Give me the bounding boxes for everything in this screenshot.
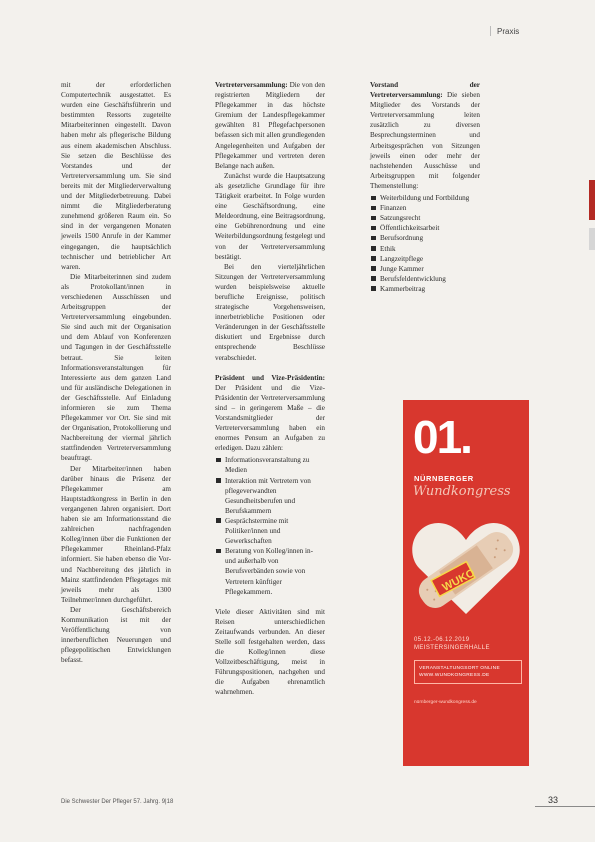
list-item: Satzungsrecht [370,213,480,223]
bullet-list [215,455,325,596]
list-item: Junge Kammer [370,264,480,274]
list-item: Berufsordnung [370,233,480,243]
paragraph-lead: Präsident und Vize-Präsidentin: [215,373,325,382]
list-item: Langzeitpflege [370,254,480,264]
paragraph-body: Der Präsident und die Vize-Präsidentin der Vertreterversammlung sind – in geringerem Maße – die Vorstandsmitglieder der Vertreterversammlung haben ein enormes Pensum an Aufgaben zu erledigen. Dazu zählen: [215,383,325,453]
list-item: Finanzen [370,203,480,213]
footer-publication: Die Schwester Der Pfleger 57. Jahrg. 9|18 [61,799,174,805]
ad-dates [414,636,490,652]
paragraph: Bei den vierteljährlichen Sitzungen der Vertreterversammlung wurden beispielsweise aktuelle berufliche Ereignisse, politisch strategische Vorgehensweisen, innerbetriebliche Positionen oder Veränderungen in der Geschäftsstelle diskutiert und Ergebnisse durch entsprechende Beschlüsse verabschiedet. [215,262,325,362]
text-column-1 [61,80,171,665]
paragraph-lead: Vertreterversammlung: [215,81,288,89]
ad-brand: NÜRNBERGER [414,474,474,483]
paragraph: mit der erforderlichen Computertechnik ausgestattet. Es wurden eine Geschäftsführerin und bestimmten Ressorts zugeteilte Mitarbeiterinnen eingestellt. Davon haben mehr als pflegerische Bildung aus einem akademischen Abschluss. Sie setzen die Beschlüsse des Vorstandes und der Vertreterversammlung um. Sie sind bereits mit der Mitgliederverwaltung und der Mitgliederbetreuung. Dabei nimmt die Mitgliederberatung zunehmend größeren Raum ein. So sind in der vergangenen Monaten jeweils 1500 Anrufe in der Kammer eingegangen, die hauptsächlich technischer und betrieblicher Art waren. [61,81,171,271]
list-item: Berufsfeldentwicklung [370,274,480,284]
paragraph-lead: Vorstand der Vertreterversammlung: [370,81,480,100]
list-item: Beratung von Kolleg/innen in- und außerhalb von Berufsverbänden sowie von Vertretern künftiger Pflegekammern. [215,546,325,596]
text-column-3 [370,80,480,294]
page-edge-marker [589,180,595,220]
ad-number: 01. [413,411,471,463]
bullet-list [370,193,480,294]
paragraph: Der Geschäftsbereich Kommunikation ist mit der Veröffentlichung von innerberuflichen Neuerungen und pflegepolitischen Entwicklungen befasst. [61,605,171,665]
page-number: 33 [548,795,559,805]
list-item: Gesprächstermine mit Politiker/innen und Gewerkschaften [215,516,325,546]
paragraph: Der Mitarbeiter/innen haben darüber hinaus die Präsenz der Pflegekammer am Hauptstadtkongress in Berlin in den vergangenen Jahren organisiert. Dort haben sie am Informationsstand die zahlreichen nachfragenden Kolleg/innen über die Funktionen der Pflegekammer Rheinland-Pfalz informiert. Sie haben ebenso die Vor- und Nachbereitung des jährlich in Mainz stattfindenden Pflegetages mit jeweils mehr als 1300 Teilnehmer/innen durchgeführt. [61,464,171,604]
paragraph: Zunächst wurde die Hauptsatzung als gesetzliche Grundlage für ihre Tätigkeit erarbeitet. In Folge wurden eine Geschäftsordnung, eine Meldeordnung, eine Beitragsordnung, eine Gebührenordnung und eine Weiterbildungsordnung festgelegt und von der Vertreterversammlung bestätigt. [215,171,326,261]
paragraph-body: Die sieben Mitglieder des Vorstands der Vertreterversammlung leiten zusätzlich zu diversen Besprechungsterminen und Arbeitsgesprächen von Sitzungen jeweils einen oder mehr der nachstehenden Ausschüsse und Arbeitsgruppen mit folgender Themenstellung: [370,91,480,190]
congress-advertisement[interactable] [403,400,529,766]
footer-rule [535,806,595,807]
ad-date-line: 05.12.-06.12.2019 [414,637,470,643]
page-header [0,0,595,50]
paragraph: Die Mitarbeiterinnen sind zudem als Protokollant/innen in verschiedenen Ausschüssen und Arbeitsgruppen der Vertreterversammlung eingebunden. Sie sind auch mit der Organisation und dem Ablauf von Konferenzen und Tagungen in der Geschäftsstelle betraut. Sie leiten Informationsveranstaltungen für Interessierte aus dem ganzen Land und für ausländische Delegationen in der Geschäftsstelle. Auf Einladung informieren sie zum Thema Pflegekammer vor Ort. Sie sind mit der Organisation, Protokollierung und Nachbereitung der viermal jährlich stattfindenden Vertreterversammlung beauftragt. [61,272,171,463]
ad-venue-line: MEISTERSINGERHALLE [414,645,490,651]
text-column-2 [215,80,325,698]
ad-script-title: Wundkongress [413,484,511,499]
paragraph-body: Die von den registrierten Mitgliedern der Pflegekammer in das höchste Gremium der Landespflegekammer gewählten 81 Pflegefachpersonen befassen sich mit allen grundlegenden Angelegenheiten und Aufgaben der Pflegekammer und vertreten deren Belange nach außen. [215,81,325,170]
ad-box-line: WWW.WUNDKONGRESS.DE [419,673,490,678]
list-item: Weiterbildung und Fortbildung [370,193,480,203]
list-item: Interaktion mit Vertretern von pflegeverwandten Gesundheitsberufen und Berufskammern [215,476,325,516]
section-label: Praxis [490,26,519,36]
paragraph [370,80,480,191]
ad-url: nürnberger-wundkongress.de [414,700,477,705]
ad-box-line: VERANSTALTUNGSORT ONLINE [419,666,500,671]
list-item: Informationsveranstaltung zu Medien [215,455,325,475]
ad-info-box [414,660,522,684]
paragraph: Viele dieser Aktivitäten sind mit Reisen unterschiedlichen Zeitaufwands verbunden. An dieser Stelle soll festgehalten werden, dass die Kolleg/innen diese Vollzeitbeschäftigung, meist in Führungspositionen, nachgehen und die Aufgaben ehrenamtlich wahrnehmen. [215,607,325,697]
list-item: Ethik [370,244,480,254]
ad-badge-text: WUKO [440,566,477,594]
heart-bandage-icon [409,510,523,620]
page-edge-marker [589,228,595,250]
paragraph [215,373,325,454]
paragraph [215,80,325,171]
list-item: Kammerbeitrag [370,284,480,294]
list-item: Öffentlichkeitsarbeit [370,223,480,233]
